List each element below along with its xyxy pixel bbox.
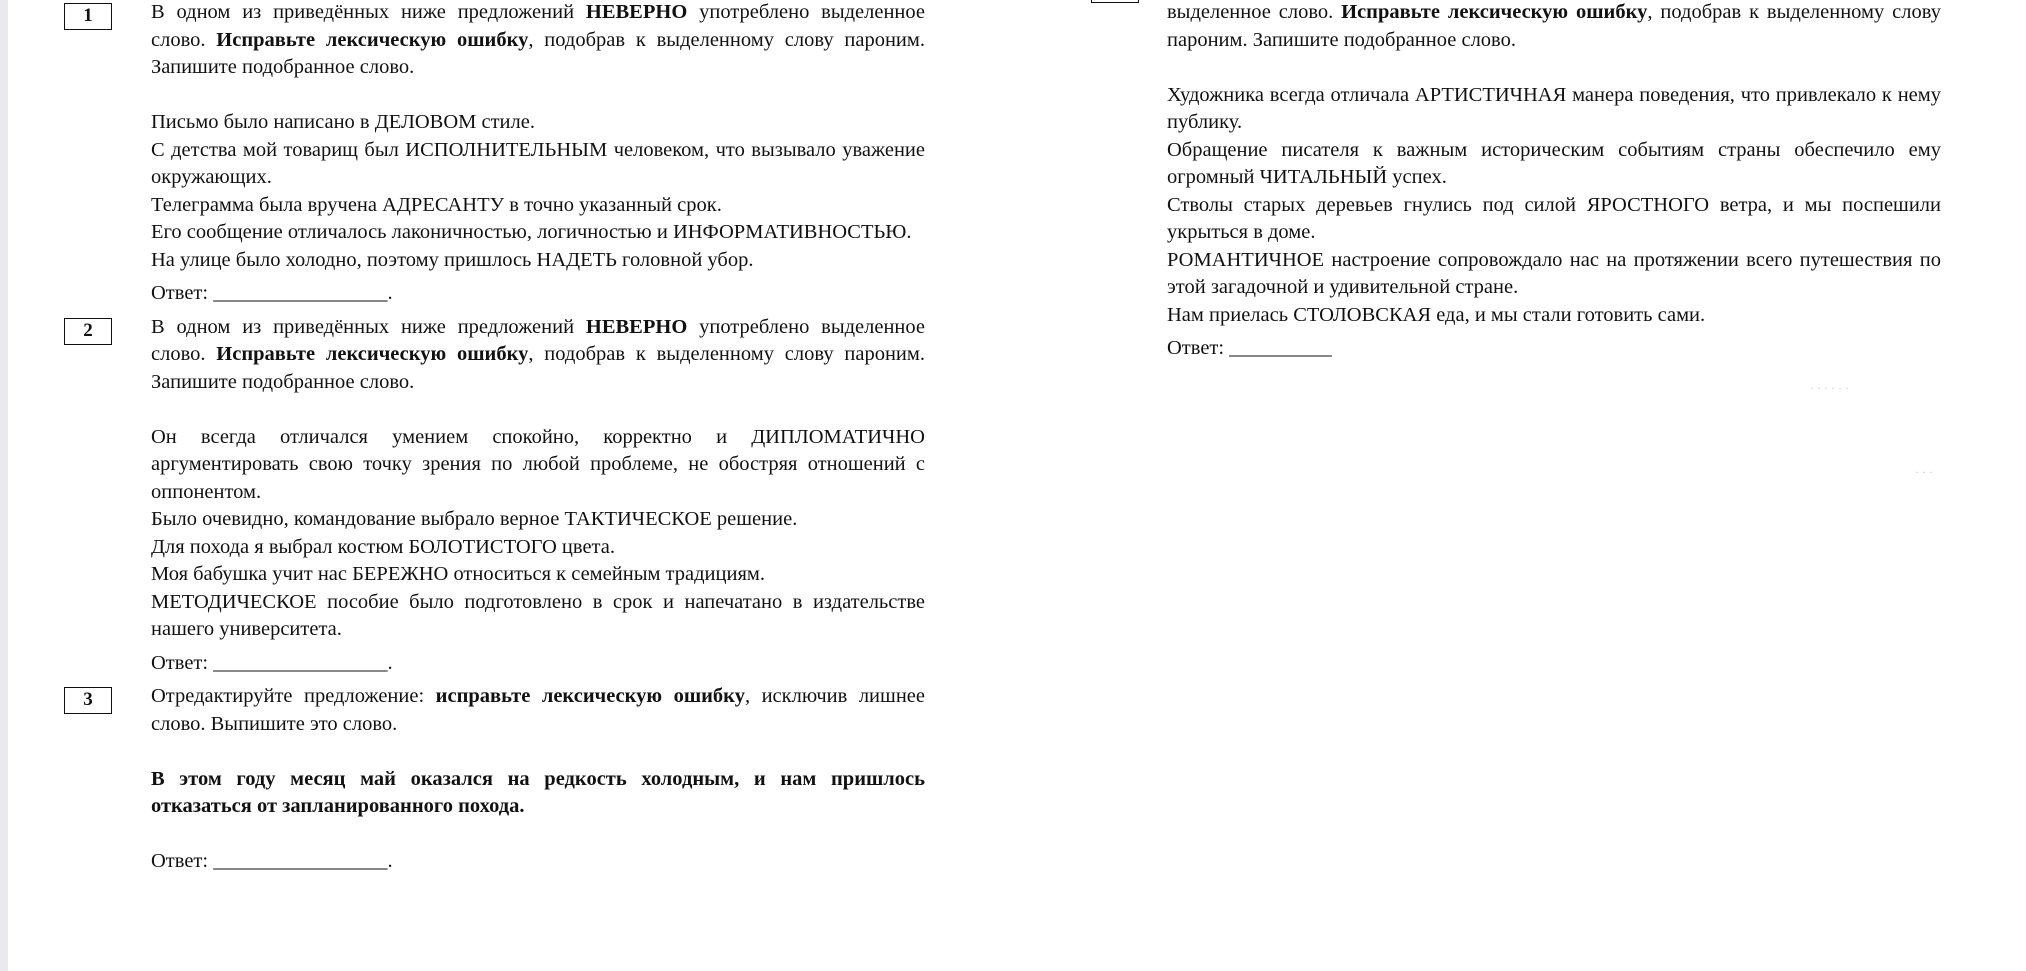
sentence-to-edit: В этом году месяц май оказался на редкость холодным, и нам пришлось отказаться от запланированного похода. (151, 767, 925, 817)
sentence: Нам приелась СТОЛОВСКАЯ еда, и мы стали готовить сами. (1167, 303, 1706, 326)
task-instruction: В одном из приведённых ниже предложений НЕВЕРНО употреблено выделенное слово. Исправьте лексическую ошибку, подобрав к выделенному слову пароним. Запишите подобранное слово. (151, 315, 925, 393)
sentence: МЕТОДИЧЕСКОЕ пособие было подготовлено в срок и напечатано в издательстве нашего университета. (151, 590, 925, 640)
sentence: Обращение писателя к важным историческим событиям страны обеспечило ему огромный ЧИТАЛЬНЫЙ успех. (1167, 138, 1941, 188)
page-edge-shadow (0, 0, 8, 971)
sentence: РОМАНТИЧНОЕ настроение сопровождало нас на протяжении всего путешествия по этой загадочной и удивительной стране. (1167, 248, 1941, 298)
sentence: Его сообщение отличалось лаконичностью, логичностью и ИНФОРМАТИВНОСТЬЮ. (151, 221, 912, 243)
sentence: С детства мой товарищ был ИСПОЛНИТЕЛЬНЫМ человеком, что вызывало уважение окружающих. (151, 138, 925, 188)
right-column (1167, 0, 1941, 363)
left-column (83, 0, 925, 876)
task-number-box: 1 (64, 3, 112, 30)
sentence: Письмо было написано в ДЕЛОВОМ стиле. (151, 111, 535, 133)
sentence: На улице было холодно, поэтому пришлось НАДЕТЬ головной убор. (151, 248, 754, 271)
sentence: Он всегда отличался умением спокойно, корректно и ДИПЛОМАТИЧНО аргументировать свою точку зрения по любой проблеме, не обостряя отношений с оппонентом. (151, 425, 925, 503)
answer-line: Ответ: __________ (1167, 337, 1332, 359)
sentence: Художника всегда отличала АРТИСТИЧНАЯ манера поведения, что привлекало к нему публику. (1167, 83, 1941, 133)
task-3 (83, 683, 925, 876)
task-4 (1167, 0, 1941, 363)
sentence: Для похода я выбрал костюм БОЛОТИСТОГО цвета. (151, 535, 615, 558)
sentence: Моя бабушка учит нас БЕРЕЖНО относиться к семейным традициям. (151, 563, 765, 585)
sentence: Было очевидно, командование выбрало верное ТАКТИЧЕСКОЕ решение. (151, 508, 798, 530)
task-number-box: 2 (64, 318, 112, 345)
answer-line: Ответ: _________________. (151, 651, 393, 674)
answer-line: Ответ: _________________. (151, 850, 393, 872)
task-2 (83, 314, 925, 678)
scan-smudge: · · · · · · (1810, 381, 1849, 395)
task-instruction-tail: выделенное слово. Исправьте лексическую ошибку, подобрав к выделенному слову пароним. Запишите подобранное слово. (1167, 1, 1941, 51)
answer-line: Ответ: _________________. (151, 282, 393, 304)
task-instruction: В одном из приведённых ниже предложений НЕВЕРНО употреблено выделенное слово. Исправьте лексическую ошибку, подобрав к выделенному слову пароним. Запишите подобранное слово. (151, 1, 925, 78)
sentence: Стволы старых деревьев гнулись под силой ЯРОСТНОГО ветра, и мы поспешили укрыться в доме. (1167, 193, 1941, 243)
task-1 (83, 0, 925, 308)
task-instruction: Отредактируйте предложение: исправьте лексическую ошибку, исключив лишнее слово. Выпишите это слово. (151, 685, 925, 735)
task-number-box-partial (1091, 0, 1139, 3)
scan-smudge: · · · (1915, 465, 1933, 479)
task-number-box: 3 (64, 687, 112, 714)
sentence: Телеграмма была вручена АДРЕСАНТУ в точно указанный срок. (151, 193, 722, 216)
